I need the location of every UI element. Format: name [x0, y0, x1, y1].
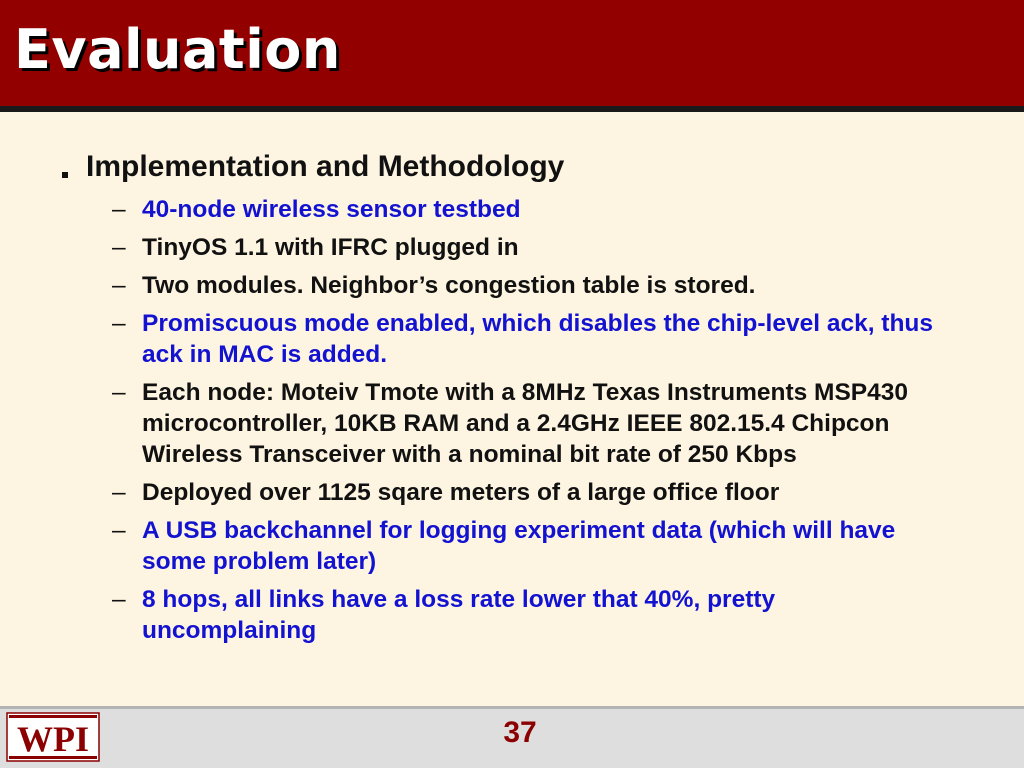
main-bullet: [58, 150, 958, 184]
sub-bullet-item: [58, 308, 958, 370]
sub-bullet-text: TinyOS 1.1 with IFRC plugged in: [142, 234, 519, 261]
slide-content: [58, 150, 958, 653]
dash-bullet-icon: –: [112, 517, 126, 544]
sub-bullet-text: 40-node wireless sensor testbed: [142, 196, 521, 223]
sub-bullet-text: Two modules. Neighbor’s congestion table is stored.: [142, 272, 756, 299]
sub-bullet-item: [58, 232, 958, 263]
sub-bullet-text: Promiscuous mode enabled, which disables the chip-level ack, thus ack in MAC is added.: [142, 310, 934, 368]
page-number: 37: [503, 716, 537, 749]
slide-title: Evaluation: [14, 18, 341, 81]
dash-bullet-icon: –: [112, 310, 126, 337]
sub-bullet-text: A USB backchannel for logging experiment data (which will have some problem later): [142, 517, 896, 575]
sub-bullet-item: [58, 477, 958, 508]
dash-bullet-icon: –: [112, 272, 126, 299]
sub-bullet-text: Each node: Moteiv Tmote with a 8MHz Texas Instruments MSP430 microcontroller, 10KB RAM and a 2.4GHz IEEE 802.15.4 Chipcon Wireless Transceiver with a nominal bit rate of 250 Kbps: [142, 379, 909, 468]
title-bar: [0, 0, 1024, 106]
dash-bullet-icon: –: [112, 196, 126, 223]
dash-bullet-icon: –: [112, 234, 126, 261]
square-bullet-icon: [62, 172, 68, 178]
dash-bullet-icon: –: [112, 479, 126, 506]
title-divider: [0, 106, 1024, 112]
main-bullet-label: Implementation and Methodology: [86, 150, 565, 183]
sub-bullet-item: [58, 584, 958, 646]
sub-bullet-text: Deployed over 1125 sqare meters of a large office floor: [142, 479, 780, 506]
sub-bullet-item: [58, 515, 958, 577]
sub-bullet-item: [58, 270, 958, 301]
wpi-logo-text: WPI: [17, 719, 89, 759]
sub-bullet-item: [58, 194, 958, 225]
sub-bullet-text: 8 hops, all links have a loss rate lower that 40%, pretty uncomplaining: [142, 586, 776, 644]
dash-bullet-icon: –: [112, 379, 126, 406]
sub-bullet-list: [58, 194, 958, 646]
sub-bullet-item: [58, 377, 958, 470]
dash-bullet-icon: –: [112, 586, 126, 613]
wpi-logo: [6, 712, 100, 762]
